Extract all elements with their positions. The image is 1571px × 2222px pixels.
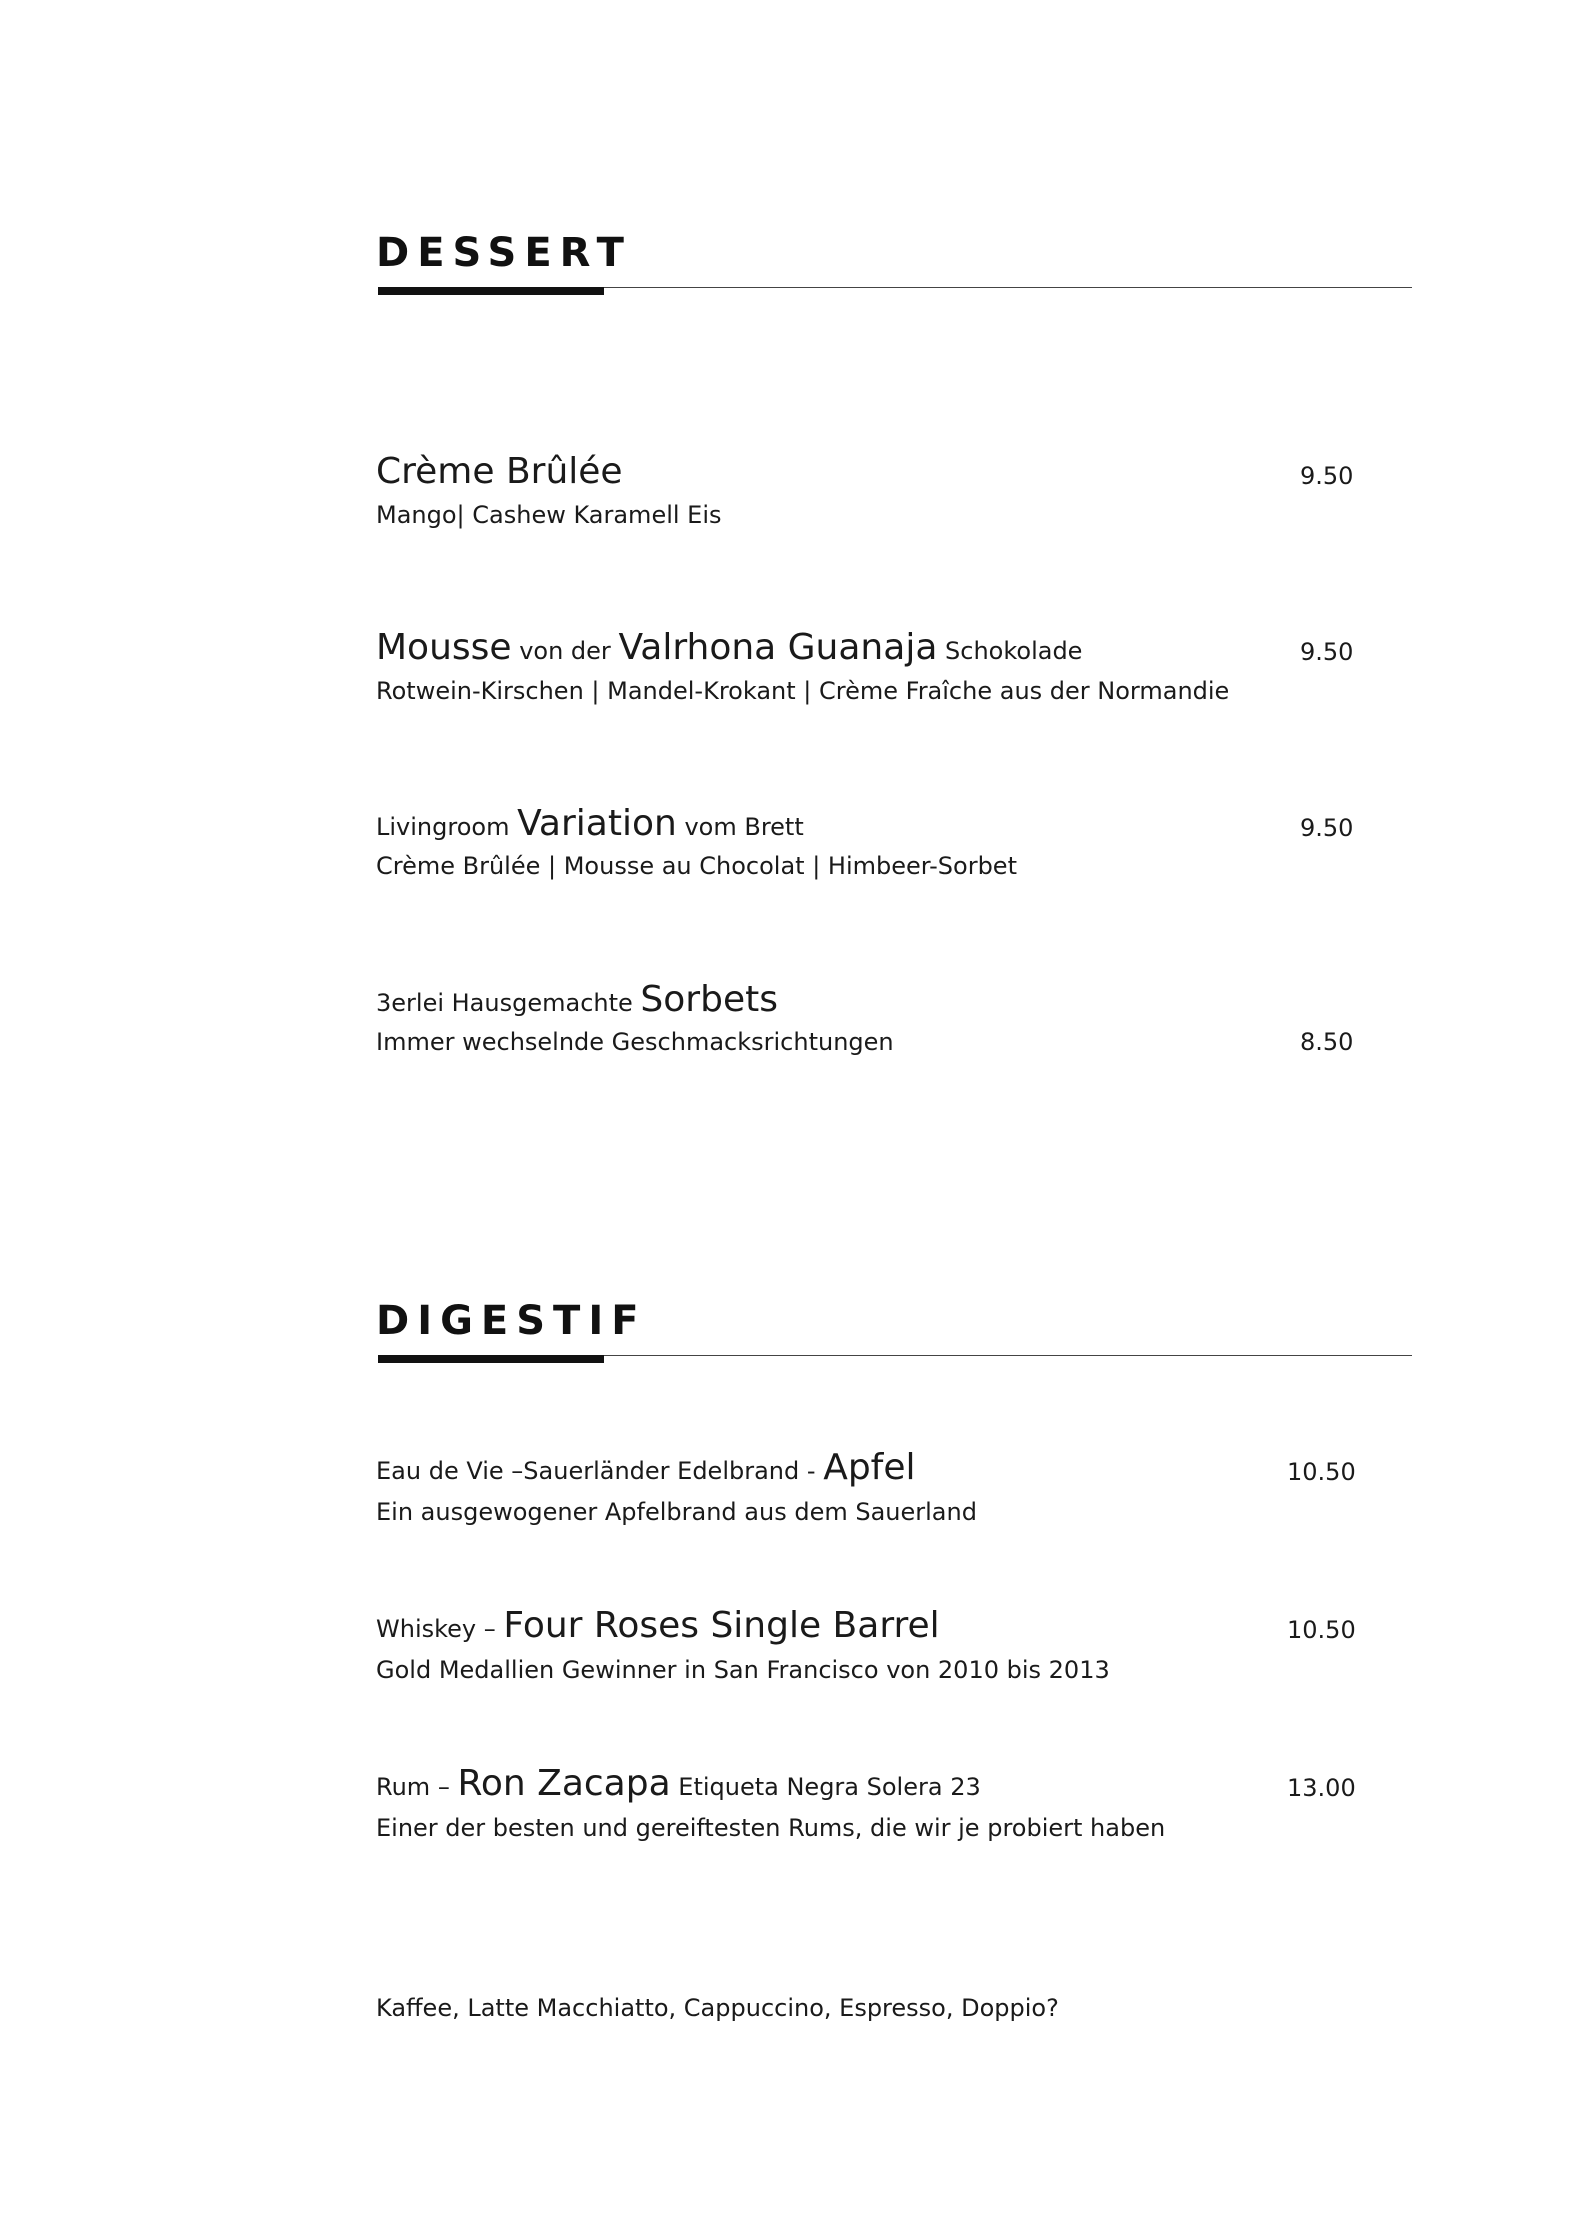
coffee-options-note: Kaffee, Latte Macchiatto, Cappuccino, Espresso, Doppio? xyxy=(376,1994,1059,2022)
dessert-item-price: 9.50 xyxy=(1300,462,1354,490)
dessert-item-price: 9.50 xyxy=(1300,638,1354,666)
dessert-item-title xyxy=(376,979,778,1020)
digestif-item-title xyxy=(376,1763,981,1804)
dessert-item-description: Mango| Cashew Karamell Eis xyxy=(376,501,722,529)
digestif-heading-underline xyxy=(378,1355,604,1363)
digestif-item-price: 13.00 xyxy=(1287,1774,1356,1802)
digestif-item-title xyxy=(376,1447,916,1488)
dessert-section-rule xyxy=(604,287,1412,288)
dessert-item-name: Sorbets xyxy=(640,979,778,1020)
dessert-item-title xyxy=(376,627,1083,668)
digestif-section-rule xyxy=(604,1355,1412,1356)
digestif-item-name: Four Roses Single Barrel xyxy=(503,1605,940,1646)
dessert-item-description: Crème Brûlée | Mousse au Chocolat | Himbeer-Sorbet xyxy=(376,852,1017,880)
dessert-item-description: Rotwein-Kirschen | Mandel-Krokant | Crème Fraîche aus der Normandie xyxy=(376,677,1230,705)
dessert-item-name-suffix: vom Brett xyxy=(684,813,804,841)
dessert-item-name-connector: von der xyxy=(519,637,611,665)
dessert-item-name-brand: Valrhona Guanaja xyxy=(618,627,938,668)
dessert-heading-underline xyxy=(378,287,604,295)
dessert-item-title xyxy=(376,451,623,492)
digestif-item-description: Gold Medallien Gewinner in San Francisco von 2010 bis 2013 xyxy=(376,1656,1110,1684)
digestif-item-title xyxy=(376,1605,940,1646)
dessert-item-price: 9.50 xyxy=(1300,814,1354,842)
digestif-item-name: Apfel xyxy=(823,1447,916,1488)
digestif-heading: DIGESTIF xyxy=(376,1298,647,1344)
digestif-item-name-prefix: Eau de Vie –Sauerländer Edelbrand - xyxy=(376,1457,816,1485)
dessert-item-name: Variation xyxy=(517,803,677,844)
digestif-item-description: Ein ausgewogener Apfelbrand aus dem Sauerland xyxy=(376,1498,977,1526)
dessert-item-name-prefix: 3erlei Hausgemachte xyxy=(376,989,633,1017)
dessert-item-name: Crème Brûlée xyxy=(376,451,623,492)
digestif-item-name-prefix: Whiskey – xyxy=(376,1615,496,1643)
dessert-item-price: 8.50 xyxy=(1300,1028,1354,1056)
digestif-item-price: 10.50 xyxy=(1287,1458,1356,1486)
digestif-item-name: Ron Zacapa xyxy=(457,1763,671,1804)
dessert-item-name-suffix: Schokolade xyxy=(945,637,1083,665)
dessert-item-description: Immer wechselnde Geschmacksrichtungen xyxy=(376,1028,894,1056)
digestif-item-name-suffix: Etiqueta Negra Solera 23 xyxy=(678,1773,981,1801)
dessert-heading: DESSERT xyxy=(376,230,632,276)
digestif-item-name-prefix: Rum – xyxy=(376,1773,450,1801)
dessert-item-name: Mousse xyxy=(376,627,512,668)
dessert-item-title xyxy=(376,803,804,844)
digestif-item-price: 10.50 xyxy=(1287,1616,1356,1644)
digestif-item-description: Einer der besten und gereiftesten Rums, die wir je probiert haben xyxy=(376,1814,1166,1842)
dessert-item-name-prefix: Livingroom xyxy=(376,813,510,841)
